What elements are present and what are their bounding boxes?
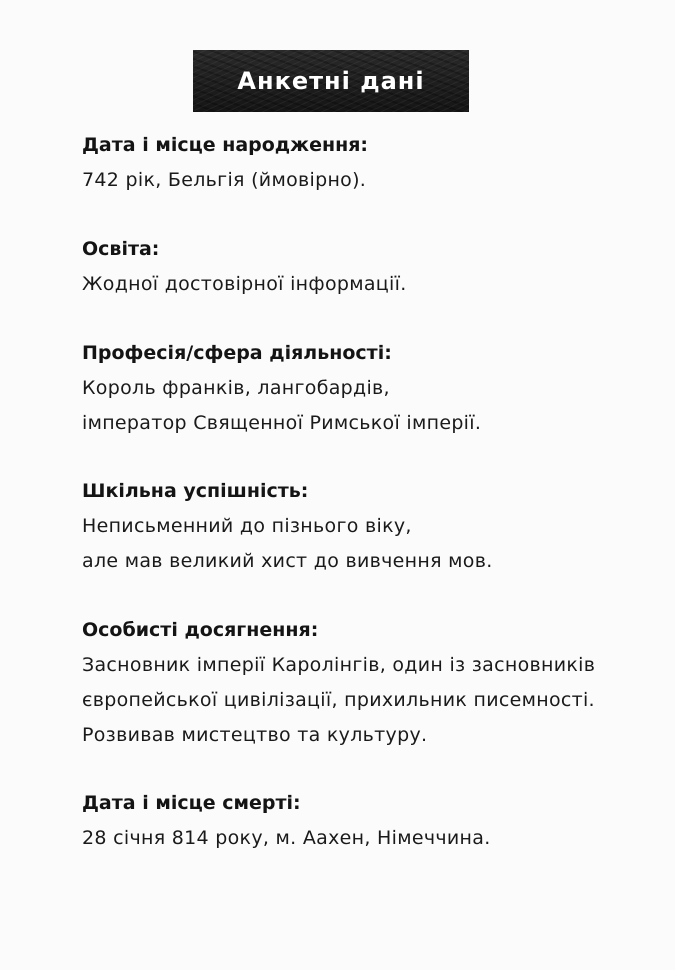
section-label: Освіта: <box>82 238 160 260</box>
section-text-line: європейської цивілізації, прихильник писемності. <box>82 689 595 711</box>
section-text-line: Розвивав мистецтво та культуру. <box>82 724 428 746</box>
section-text-line: Засновник імперії Каролінгів, один із засновників <box>82 654 596 676</box>
section-profession <box>82 336 642 441</box>
section-birth <box>82 128 642 198</box>
section-education <box>82 232 642 302</box>
section-label: Шкільна успішність: <box>82 480 309 502</box>
section-label: Особисті досягнення: <box>82 619 319 641</box>
section-text-line: 742 рік, Бельгія (ймовірно). <box>82 169 367 191</box>
section-text-line: але мав великий хист до вивчення мов. <box>82 550 493 572</box>
section-school-performance <box>82 474 642 579</box>
section-text-line: імператор Священної Римської імперії. <box>82 412 482 434</box>
section-text-line: 28 січня 814 року, м. Аахен, Німеччина. <box>82 827 491 849</box>
section-text-line: Неписьменний до пізнього віку, <box>82 515 412 537</box>
section-text-line: Король франків, лангобардів, <box>82 377 390 399</box>
page-title: Анкетні дані <box>237 67 425 95</box>
section-label: Дата і місце смерті: <box>82 792 301 814</box>
section-label: Професія/сфера діяльності: <box>82 342 392 364</box>
section-achievements <box>82 613 642 753</box>
section-death <box>82 786 642 856</box>
title-plate <box>193 50 469 112</box>
section-text-line: Жодної достовірної інформації. <box>82 273 407 295</box>
section-label: Дата і місце народження: <box>82 134 369 156</box>
